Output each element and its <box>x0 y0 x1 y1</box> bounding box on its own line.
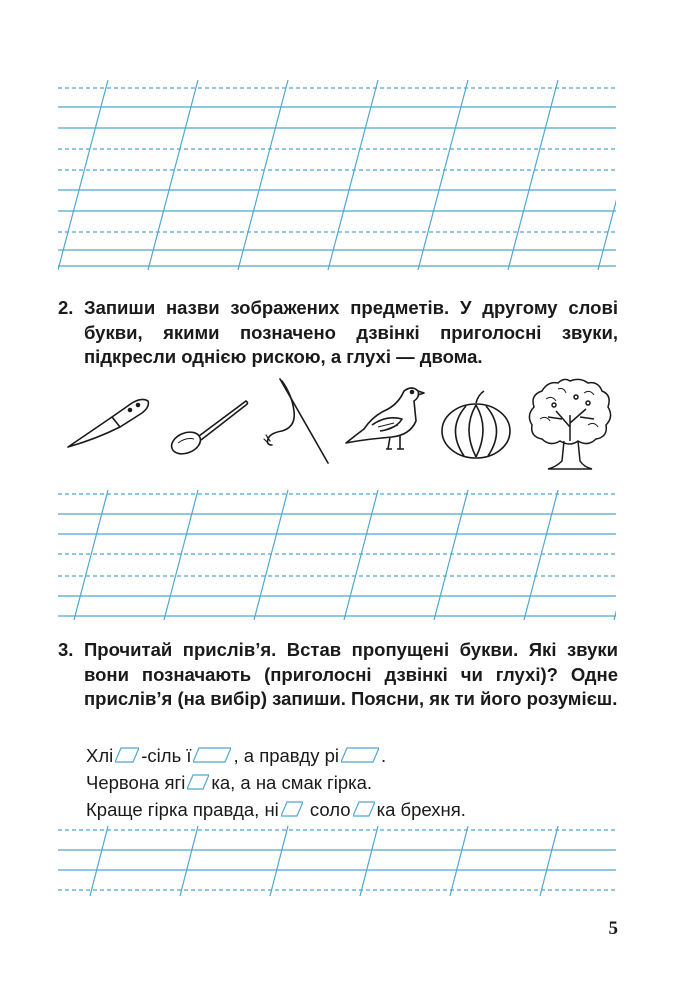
pigeon-icon[interactable] <box>342 381 426 453</box>
task-3-number: 3. <box>58 639 74 660</box>
whip-icon[interactable] <box>258 375 334 467</box>
pumpkin-icon[interactable] <box>438 389 514 461</box>
proverb-line-2: Червона ягі ка, а на смак гірка. <box>86 772 373 793</box>
letter-gap[interactable] <box>187 774 209 790</box>
proverb-line-1: Хлі -сіль ї , а правду рі . <box>86 745 387 766</box>
spoon-icon[interactable] <box>166 395 250 457</box>
knife-icon[interactable] <box>66 393 152 449</box>
task-2-text: Запиши назви зображених предметів. У другому слові букви, якими позначено дзвінкі приголосні звуки, підкресли однією рискою, а глухі — двома. <box>84 297 618 367</box>
task-3-text: Прочитай прислів’я. Встав пропущені букви. Які звуки вони позначають (приголосні дзвінкі чи глухі)? Одне прислів’я (на вибір) запиши. Поясни, як ти його розумієш. <box>84 639 618 709</box>
writing-lines-middle[interactable] <box>58 490 616 620</box>
letter-gap[interactable] <box>281 801 303 817</box>
page-number: 5 <box>608 918 618 939</box>
ruling-grid <box>58 80 616 270</box>
letter-gap[interactable] <box>193 747 231 763</box>
writing-lines-top[interactable] <box>58 80 616 270</box>
task-2-number: 2. <box>58 297 74 318</box>
task-2 <box>58 296 618 370</box>
pictures-row <box>58 375 628 475</box>
oak-tree-icon[interactable] <box>526 375 614 473</box>
letter-gap[interactable] <box>115 747 139 763</box>
ruling-grid <box>58 490 616 620</box>
writing-lines-bottom[interactable] <box>58 826 616 896</box>
letter-gap[interactable] <box>353 801 375 817</box>
letter-gap[interactable] <box>341 747 379 763</box>
proverbs <box>86 742 606 823</box>
ruling-grid <box>58 826 616 896</box>
task-3 <box>58 638 618 712</box>
proverb-line-3: Краще гірка правда, ні соло ка брехня. <box>86 799 466 820</box>
